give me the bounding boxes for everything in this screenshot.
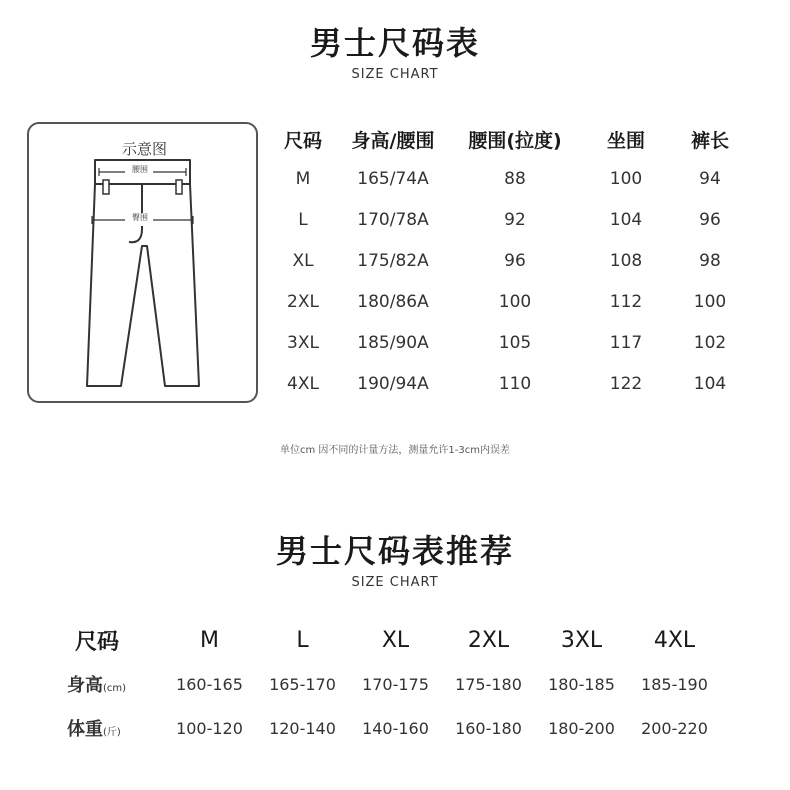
cell-waist-stretch: 96 <box>504 250 526 271</box>
size-xl: XL <box>381 627 410 653</box>
table-row <box>270 158 770 199</box>
size-chart-subtitle: SIZE CHART <box>351 67 439 82</box>
cell-length: 104 <box>693 373 727 394</box>
cell-height-waist: 180/86A <box>357 291 429 312</box>
height-range: 175-180 <box>455 674 522 694</box>
size-chart-title: 男士尺码表 <box>309 24 480 62</box>
cell-length: 94 <box>699 168 721 189</box>
cell-hip: 108 <box>609 250 643 271</box>
diagram-label: 示意图 <box>121 140 167 158</box>
cell-hip: 104 <box>609 209 643 230</box>
cell-length: 102 <box>693 332 727 353</box>
weight-range: 180-200 <box>548 718 615 738</box>
header-length: 裤长 <box>690 129 729 152</box>
height-range: 165-170 <box>269 674 336 694</box>
weight-range: 140-160 <box>362 718 429 738</box>
cell-size: 3XL <box>287 332 319 353</box>
weight-row-label <box>60 715 163 741</box>
weight-label: 体重 <box>67 719 103 740</box>
cell-size: 4XL <box>287 373 319 394</box>
cell-waist-stretch: 110 <box>498 373 532 394</box>
header-hip: 坐围 <box>606 129 645 152</box>
table-row <box>270 281 770 322</box>
cell-height-waist: 170/78A <box>357 209 429 230</box>
size-table <box>270 120 770 404</box>
cell-size: L <box>298 209 308 230</box>
waist-measure-label: 腰围 <box>132 165 148 174</box>
cell-length: 98 <box>699 250 721 271</box>
size-4xl: 4XL <box>653 627 696 653</box>
recommendation-table <box>60 618 770 750</box>
weight-unit: (斤) <box>103 727 121 738</box>
height-range: 180-185 <box>548 674 615 694</box>
height-range: 160-165 <box>176 674 243 694</box>
recommendation-title: 男士尺码表推荐 <box>275 532 514 570</box>
cell-hip: 112 <box>609 291 643 312</box>
size-3xl: 3XL <box>560 627 603 653</box>
height-range: 170-175 <box>362 674 429 694</box>
cell-height-waist: 165/74A <box>357 168 429 189</box>
header-waist-stretch: 腰围(拉度) <box>468 129 562 152</box>
cell-height-waist: 175/82A <box>357 250 429 271</box>
weight-range: 120-140 <box>269 718 336 738</box>
measurement-note: 单位cm 因不同的计量方法，测量允许1-3cm内误差 <box>280 445 510 456</box>
table-row <box>270 322 770 363</box>
height-label: 身高 <box>67 675 103 696</box>
table-row <box>270 240 770 281</box>
cell-size: M <box>295 168 311 189</box>
height-row-label <box>60 671 163 697</box>
height-row <box>60 662 770 706</box>
cell-waist-stretch: 92 <box>504 209 526 230</box>
cell-length: 100 <box>693 291 727 312</box>
recommendation-subtitle: SIZE CHART <box>351 575 439 590</box>
cell-waist-stretch: 88 <box>504 168 526 189</box>
table-row <box>270 199 770 240</box>
hip-measure-label: 臀围 <box>132 213 148 222</box>
cell-hip: 122 <box>609 373 643 394</box>
cell-hip: 100 <box>609 168 643 189</box>
height-range: 185-190 <box>641 674 708 694</box>
size-table-header <box>270 120 770 158</box>
cell-waist-stretch: 100 <box>498 291 532 312</box>
header-height-waist: 身高/腰围 <box>351 129 435 152</box>
size-row-label: 尺码 <box>75 629 120 655</box>
size-l: L <box>296 627 309 653</box>
cell-length: 96 <box>699 209 721 230</box>
height-unit: (cm) <box>103 683 127 694</box>
cell-size: 2XL <box>287 291 319 312</box>
weight-range: 160-180 <box>455 718 522 738</box>
cell-height-waist: 185/90A <box>357 332 429 353</box>
size-header-row <box>60 618 770 662</box>
cell-waist-stretch: 105 <box>498 332 532 353</box>
pants-diagram <box>27 122 258 403</box>
weight-range: 100-120 <box>176 718 243 738</box>
table-row <box>270 363 770 404</box>
cell-size: XL <box>292 250 314 271</box>
header-size: 尺码 <box>283 129 322 152</box>
cell-hip: 117 <box>609 332 643 353</box>
size-2xl: 2XL <box>467 627 510 653</box>
cell-height-waist: 190/94A <box>357 373 429 394</box>
weight-row <box>60 706 770 750</box>
size-m: M <box>200 627 219 653</box>
weight-range: 200-220 <box>641 718 708 738</box>
